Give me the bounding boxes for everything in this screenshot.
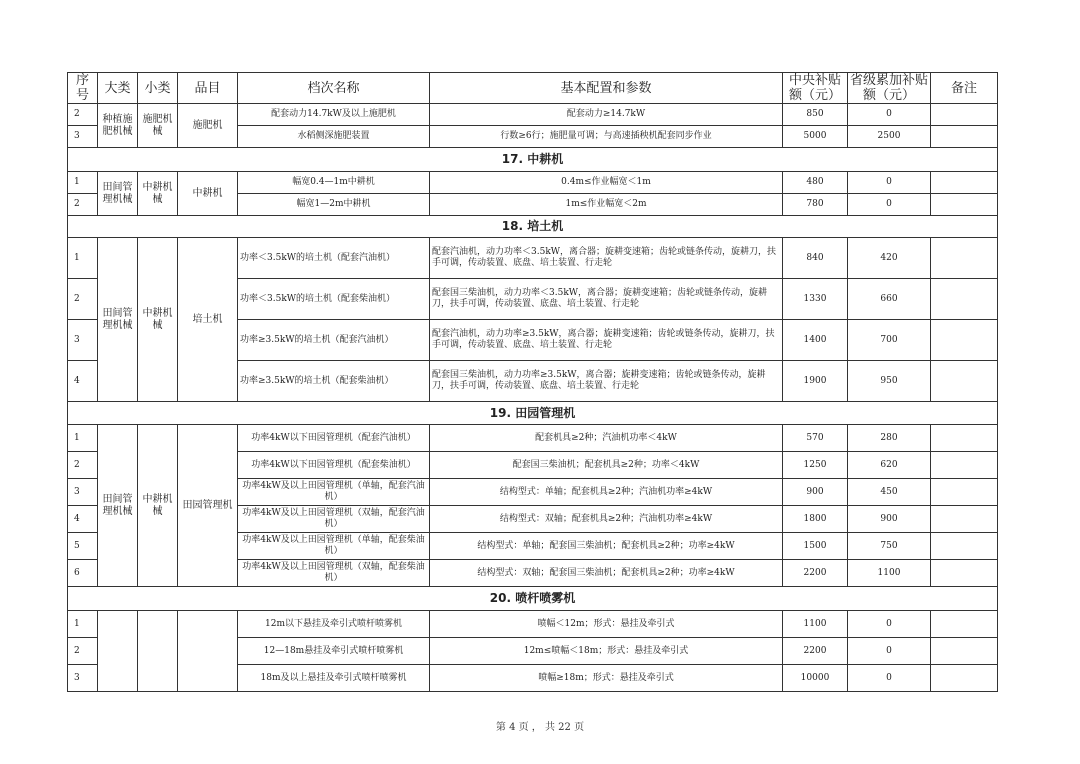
row-seq: 3 (68, 320, 98, 361)
note-cell (931, 665, 998, 692)
header-major: 大类 (98, 73, 138, 104)
note-cell (931, 104, 998, 126)
central-subsidy: 1250 (783, 452, 848, 479)
row-seq: 1 (68, 425, 98, 452)
header-provincial: 省级累加补贴额（元） (848, 73, 931, 104)
provincial-subsidy: 950 (848, 361, 931, 402)
central-subsidy: 840 (783, 238, 848, 279)
note-cell (931, 479, 998, 506)
central-subsidy: 780 (783, 194, 848, 216)
row-seq: 6 (68, 560, 98, 587)
note-cell (931, 560, 998, 587)
row-seq: 5 (68, 533, 98, 560)
provincial-subsidy: 280 (848, 425, 931, 452)
central-subsidy: 2200 (783, 560, 848, 587)
section-title: 18. 培土机 (68, 216, 998, 238)
grade-name: 12m以下悬挂及牵引式喷杆喷雾机 (238, 611, 430, 638)
config-params: 配套汽油机，动力功率＜3.5kW，离合器；旋耕变速箱；齿轮或链条传动，旋耕刀，扶手可调，传动装置、底盘、培土装置、行走轮 (430, 238, 783, 279)
row-seq: 1 (68, 611, 98, 638)
row-seq: 2 (68, 194, 98, 216)
config-params: 配套国三柴油机，动力功率≥3.5kW，离合器；旋耕变速箱；齿轮或链条传动，旋耕刀，扶手可调，传动装置、底盘、培土装置、行走轮 (430, 361, 783, 402)
table-row (68, 104, 998, 126)
grade-name: 功率4kW以下田园管理机（配套汽油机） (238, 425, 430, 452)
table-row (68, 238, 998, 279)
item-name: 田园管理机 (178, 425, 238, 587)
central-subsidy: 1400 (783, 320, 848, 361)
major-category: 种植施肥机械 (98, 104, 138, 148)
header-item: 品目 (178, 73, 238, 104)
note-cell (931, 279, 998, 320)
central-subsidy: 850 (783, 104, 848, 126)
central-subsidy: 1330 (783, 279, 848, 320)
config-params: 配套国三柴油机；配套机具≥2种；功率＜4kW (430, 452, 783, 479)
minor-category: 施肥机械 (138, 104, 178, 148)
page-footer: 第 4 页 ， 共 22 页 (495, 722, 585, 733)
grade-name: 配套动力14.7kW及以上施肥机 (238, 104, 430, 126)
table-row (68, 425, 998, 452)
config-params: 结构型式：双轴；配套国三柴油机；配套机具≥2种；功率≥4kW (430, 560, 783, 587)
row-seq: 2 (68, 104, 98, 126)
note-cell (931, 611, 998, 638)
header-grade: 档次名称 (238, 73, 430, 104)
row-seq: 2 (68, 452, 98, 479)
config-params: 喷幅≥18m；形式：悬挂及牵引式 (430, 665, 783, 692)
minor-category: 中耕机械 (138, 238, 178, 402)
row-seq: 4 (68, 506, 98, 533)
note-cell (931, 361, 998, 402)
row-seq: 2 (68, 638, 98, 665)
note-cell (931, 506, 998, 533)
grade-name: 幅宽1—2m中耕机 (238, 194, 430, 216)
provincial-subsidy: 2500 (848, 126, 931, 148)
provincial-subsidy: 0 (848, 611, 931, 638)
table-row (68, 611, 998, 638)
grade-name: 功率4kW及以上田园管理机（双轴，配套汽油机） (238, 506, 430, 533)
item-name: 施肥机 (178, 104, 238, 148)
row-seq: 3 (68, 665, 98, 692)
grade-name: 功率4kW及以上田园管理机（单轴，配套柴油机） (238, 533, 430, 560)
provincial-subsidy: 900 (848, 506, 931, 533)
note-cell (931, 533, 998, 560)
section-title: 20. 喷杆喷雾机 (68, 587, 998, 611)
item-name: 中耕机 (178, 172, 238, 216)
central-subsidy: 900 (783, 479, 848, 506)
section-title-row (68, 148, 998, 172)
note-cell (931, 194, 998, 216)
grade-name: 功率4kW及以上田园管理机（单轴，配套汽油机） (238, 479, 430, 506)
minor-category: 中耕机械 (138, 425, 178, 587)
row-seq: 3 (68, 479, 98, 506)
major-category: 田间管理机械 (98, 238, 138, 402)
central-subsidy: 5000 (783, 126, 848, 148)
section-title-row (68, 587, 998, 611)
header-row (68, 73, 998, 104)
provincial-subsidy: 0 (848, 665, 931, 692)
note-cell (931, 425, 998, 452)
provincial-subsidy: 0 (848, 638, 931, 665)
central-subsidy: 1100 (783, 611, 848, 638)
note-cell (931, 126, 998, 148)
header-config: 基本配置和参数 (430, 73, 783, 104)
note-cell (931, 172, 998, 194)
provincial-subsidy: 0 (848, 194, 931, 216)
config-params: 1m≤作业幅宽＜2m (430, 194, 783, 216)
provincial-subsidy: 1100 (848, 560, 931, 587)
row-seq: 4 (68, 361, 98, 402)
section-title-row (68, 402, 998, 425)
provincial-subsidy: 0 (848, 172, 931, 194)
major-category: 田间管理机械 (98, 425, 138, 587)
provincial-subsidy: 660 (848, 279, 931, 320)
header-note: 备注 (931, 73, 998, 104)
major-category: 田间管理机械 (98, 172, 138, 216)
provincial-subsidy: 700 (848, 320, 931, 361)
minor-category (138, 611, 178, 692)
config-params: 结构型式：单轴；配套国三柴油机；配套机具≥2种；功率≥4kW (430, 533, 783, 560)
note-cell (931, 638, 998, 665)
header-minor: 小类 (138, 73, 178, 104)
config-params: 结构型式：双轴；配套机具≥2种；汽油机功率≥4kW (430, 506, 783, 533)
provincial-subsidy: 450 (848, 479, 931, 506)
config-params: 配套机具≥2种；汽油机功率＜4kW (430, 425, 783, 452)
row-seq: 1 (68, 238, 98, 279)
minor-category: 中耕机械 (138, 172, 178, 216)
central-subsidy: 570 (783, 425, 848, 452)
table-row (68, 172, 998, 194)
major-category (98, 611, 138, 692)
config-params: 0.4m≤作业幅宽＜1m (430, 172, 783, 194)
grade-name: 12—18m悬挂及牵引式喷杆喷雾机 (238, 638, 430, 665)
section-title: 19. 田园管理机 (68, 402, 998, 425)
header-seq: 序号 (68, 73, 98, 104)
item-name (178, 611, 238, 692)
provincial-subsidy: 420 (848, 238, 931, 279)
provincial-subsidy: 0 (848, 104, 931, 126)
grade-name: 功率4kW及以上田园管理机（双轴，配套柴油机） (238, 560, 430, 587)
note-cell (931, 320, 998, 361)
header-central: 中央补贴额（元） (783, 73, 848, 104)
config-params: 喷幅＜12m；形式：悬挂及牵引式 (430, 611, 783, 638)
row-seq: 2 (68, 279, 98, 320)
config-params: 配套国三柴油机，动力功率＜3.5kW，离合器；旋耕变速箱；齿轮或链条传动，旋耕刀，扶手可调，传动装置、底盘、培土装置、行走轮 (430, 279, 783, 320)
central-subsidy: 1900 (783, 361, 848, 402)
item-name: 培土机 (178, 238, 238, 402)
central-subsidy: 1800 (783, 506, 848, 533)
provincial-subsidy: 620 (848, 452, 931, 479)
config-params: 配套动力≥14.7kW (430, 104, 783, 126)
grade-name: 功率4kW以下田园管理机（配套柴油机） (238, 452, 430, 479)
note-cell (931, 452, 998, 479)
central-subsidy: 10000 (783, 665, 848, 692)
grade-name: 幅宽0.4—1m中耕机 (238, 172, 430, 194)
grade-name: 功率＜3.5kW的培土机（配套柴油机） (238, 279, 430, 320)
config-params: 结构型式：单轴；配套机具≥2种；汽油机功率≥4kW (430, 479, 783, 506)
central-subsidy: 2200 (783, 638, 848, 665)
grade-name: 水稻侧深施肥装置 (238, 126, 430, 148)
section-title-row (68, 216, 998, 238)
provincial-subsidy: 750 (848, 533, 931, 560)
subsidy-table (67, 72, 998, 692)
section-title: 17. 中耕机 (68, 148, 998, 172)
grade-name: 18m及以上悬挂及牵引式喷杆喷雾机 (238, 665, 430, 692)
row-seq: 1 (68, 172, 98, 194)
grade-name: 功率≥3.5kW的培土机（配套汽油机） (238, 320, 430, 361)
note-cell (931, 238, 998, 279)
grade-name: 功率≥3.5kW的培土机（配套柴油机） (238, 361, 430, 402)
config-params: 行数≥6行；施肥量可调；与高速插秧机配套同步作业 (430, 126, 783, 148)
config-params: 配套汽油机，动力功率≥3.5kW，离合器；旋耕变速箱；齿轮或链条传动，旋耕刀，扶手可调，传动装置、底盘、培土装置、行走轮 (430, 320, 783, 361)
central-subsidy: 1500 (783, 533, 848, 560)
grade-name: 功率＜3.5kW的培土机（配套汽油机） (238, 238, 430, 279)
central-subsidy: 480 (783, 172, 848, 194)
row-seq: 3 (68, 126, 98, 148)
config-params: 12m≤喷幅＜18m；形式：悬挂及牵引式 (430, 638, 783, 665)
